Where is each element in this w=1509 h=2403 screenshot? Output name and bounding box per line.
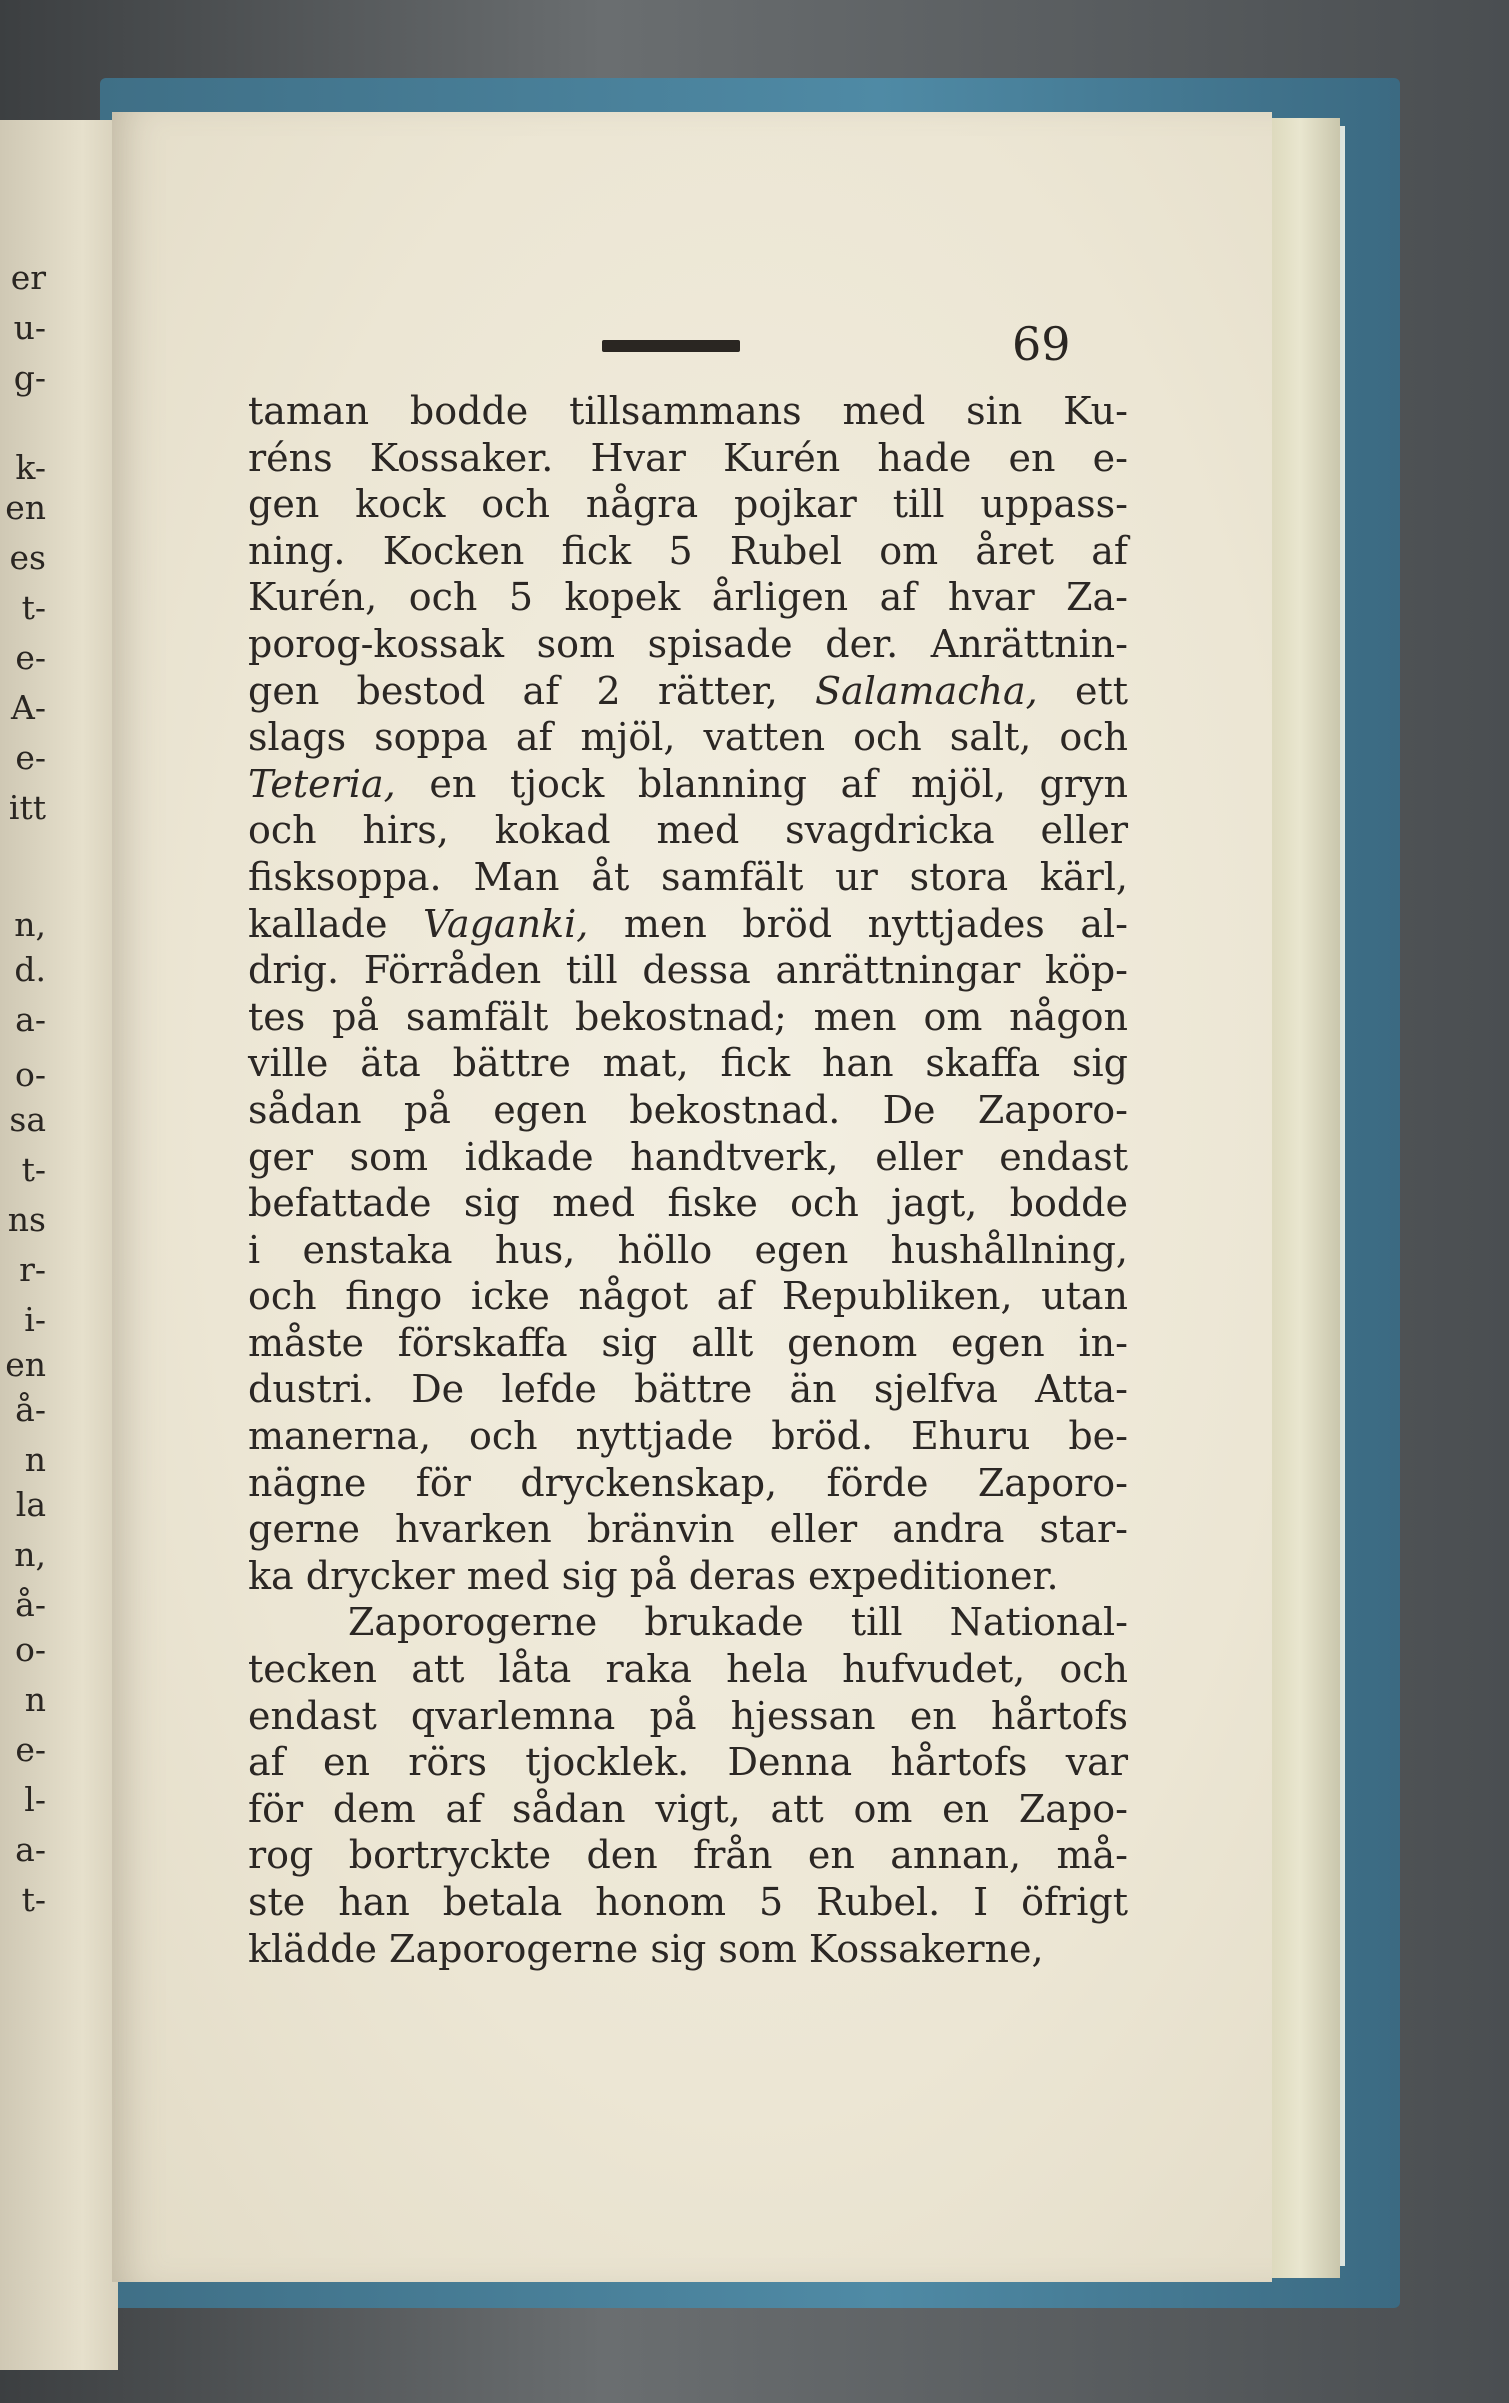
text-segment: i enstaka hus, höllo egen hushållning, — [248, 1227, 1128, 1272]
margin-fragment: t- — [21, 1150, 46, 1189]
text-line — [248, 854, 1128, 901]
text-line — [248, 947, 1128, 994]
text-segment: endast qvarlemna på hjessan en hårtofs — [248, 1693, 1128, 1738]
text-segment: réns Kossaker. Hvar Kurén hade en e- — [248, 435, 1128, 480]
text-line — [248, 1087, 1128, 1134]
margin-fragment: o- — [14, 1630, 46, 1669]
margin-fragment: e- — [15, 638, 46, 677]
text-segment: slags soppa af mjöl, vatten och salt, och — [248, 715, 1128, 760]
text-segment: Zaporogerne brukade till National- — [348, 1600, 1128, 1645]
text-segment: fisksoppa. Man åt samfält ur stora kärl, — [248, 854, 1128, 899]
text-segment: nägne för dryckenskap, förde Zaporo- — [248, 1460, 1128, 1505]
italic-term: Teteria, — [248, 761, 396, 806]
margin-fragment: e- — [15, 738, 46, 777]
margin-fragment: o- — [14, 1055, 46, 1094]
margin-fragment: en — [5, 1345, 46, 1384]
text-segment: af en rörs tjocklek. Denna hårtofs var — [248, 1740, 1128, 1785]
text-line — [248, 1739, 1128, 1786]
text-line — [248, 668, 1128, 715]
text-line — [248, 1180, 1128, 1227]
page-body-text — [248, 388, 1128, 1972]
text-segment: ning. Kocken fick 5 Rubel om året af — [248, 528, 1128, 573]
text-line — [248, 1366, 1128, 1413]
text-segment: en tjock blanning af mjöl, gryn — [395, 761, 1128, 806]
text-line — [248, 1926, 1128, 1973]
text-segment: och hirs, kokad med svagdricka eller — [248, 808, 1128, 853]
text-segment: måste förskaffa sig allt genom egen in- — [248, 1320, 1128, 1365]
text-line — [248, 1553, 1128, 1600]
text-segment: manerna, och nyttjade bröd. Ehuru be- — [248, 1414, 1128, 1459]
page-block-edge — [1260, 118, 1340, 2278]
text-line — [248, 1227, 1128, 1274]
text-segment: ste han betala honom 5 Rubel. I öfrigt — [248, 1880, 1128, 1924]
margin-fragment: å- — [15, 1390, 46, 1429]
margin-fragment: d. — [14, 950, 46, 989]
margin-fragment: itt — [8, 788, 46, 827]
text-line — [248, 1646, 1128, 1693]
text-line — [248, 1506, 1128, 1553]
text-line — [248, 1786, 1128, 1833]
margin-fragment: a- — [15, 1000, 46, 1039]
margin-fragment: n, — [14, 905, 46, 944]
page-number: 69 — [1012, 317, 1071, 371]
text-segment: kallade — [248, 901, 423, 946]
text-segment: och fingo icke något af Republiken, utan — [248, 1274, 1128, 1319]
text-segment: tes på samfält bekostnad; men om någon — [248, 994, 1128, 1039]
text-line — [248, 1040, 1128, 1087]
text-segment: ger som idkade handtverk, eller endast — [248, 1134, 1128, 1179]
text-segment: befattade sig med fiske och jagt, bodde — [248, 1181, 1128, 1226]
text-segment: drig. Förråden till dessa anrättningar köp- — [248, 948, 1128, 993]
text-segment: ka drycker med sig på deras expeditioner. — [248, 1553, 1059, 1598]
text-line — [248, 481, 1128, 528]
text-line — [248, 435, 1128, 482]
text-line — [248, 1273, 1128, 1320]
margin-fragment: e- — [15, 1730, 46, 1769]
text-segment: gen kock och några pojkar till uppass- — [248, 482, 1128, 527]
text-segment: taman bodde tillsammans med sin Ku- — [248, 389, 1128, 433]
margin-fragment: ns — [7, 1200, 46, 1239]
text-line — [248, 528, 1128, 575]
margin-fragment: es — [9, 538, 46, 577]
margin-fragment: r- — [19, 1250, 46, 1289]
text-line — [248, 1832, 1128, 1879]
text-line — [248, 807, 1128, 854]
margin-fragment: en — [5, 488, 46, 527]
text-segment: tecken att låta raka hela hufvudet, och — [248, 1647, 1128, 1692]
text-segment: för dem af sådan vigt, att om en Zapo- — [248, 1786, 1128, 1831]
text-line — [248, 714, 1128, 761]
text-segment: klädde Zaporogerne sig som Kossakerne, — [248, 1926, 1044, 1971]
text-line — [248, 1693, 1128, 1740]
text-line — [248, 388, 1128, 435]
margin-fragment: la — [15, 1485, 46, 1524]
text-line — [248, 1320, 1128, 1367]
margin-fragment: t- — [21, 588, 46, 627]
header-rule — [602, 340, 740, 352]
text-segment: ett — [1037, 668, 1128, 713]
margin-fragment: l- — [24, 1780, 46, 1819]
margin-fragment: i- — [24, 1300, 46, 1339]
text-segment: porog-kossak som spisade der. Anrättnin- — [248, 621, 1128, 666]
margin-fragment: u- — [13, 308, 46, 347]
margin-fragment: n — [24, 1680, 46, 1719]
text-segment: ville äta bättre mat, fick han skaffa sig — [248, 1041, 1128, 1086]
text-line — [248, 761, 1128, 808]
text-segment: rog bortryckte den från en annan, må- — [248, 1833, 1128, 1878]
margin-fragment: A- — [11, 688, 46, 727]
text-line — [248, 1879, 1128, 1926]
text-line — [248, 1413, 1128, 1460]
text-line — [248, 1134, 1128, 1181]
text-line — [248, 1599, 1128, 1646]
text-segment: gen bestod af 2 rätter, — [248, 668, 816, 713]
text-line — [248, 994, 1128, 1041]
text-segment: sådan på egen bekostnad. De Zaporo- — [248, 1087, 1128, 1132]
text-segment: Kurén, och 5 kopek årligen af hvar Za- — [248, 575, 1128, 620]
text-line — [248, 621, 1128, 668]
margin-fragment: n — [24, 1440, 46, 1479]
text-segment: gerne hvarken bränvin eller andra star- — [248, 1507, 1128, 1552]
text-line — [248, 574, 1128, 621]
text-line — [248, 901, 1128, 948]
text-segment: dustri. De lefde bättre än sjelfva Atta- — [248, 1367, 1128, 1412]
margin-fragment: k- — [15, 448, 46, 487]
margin-fragment: å- — [15, 1585, 46, 1624]
margin-fragment: er — [10, 258, 46, 297]
italic-term: Vaganki, — [422, 901, 589, 946]
margin-fragment: a- — [15, 1830, 46, 1869]
margin-fragment: t- — [21, 1880, 46, 1919]
margin-fragment: sa — [9, 1100, 46, 1139]
facing-page-edge — [0, 120, 118, 2370]
text-line — [248, 1460, 1128, 1507]
margin-fragment: n, — [14, 1535, 46, 1574]
margin-fragment: g- — [13, 358, 46, 397]
italic-term: Salamacha, — [815, 668, 1038, 713]
text-segment: men bröd nyttjades al- — [588, 901, 1128, 946]
